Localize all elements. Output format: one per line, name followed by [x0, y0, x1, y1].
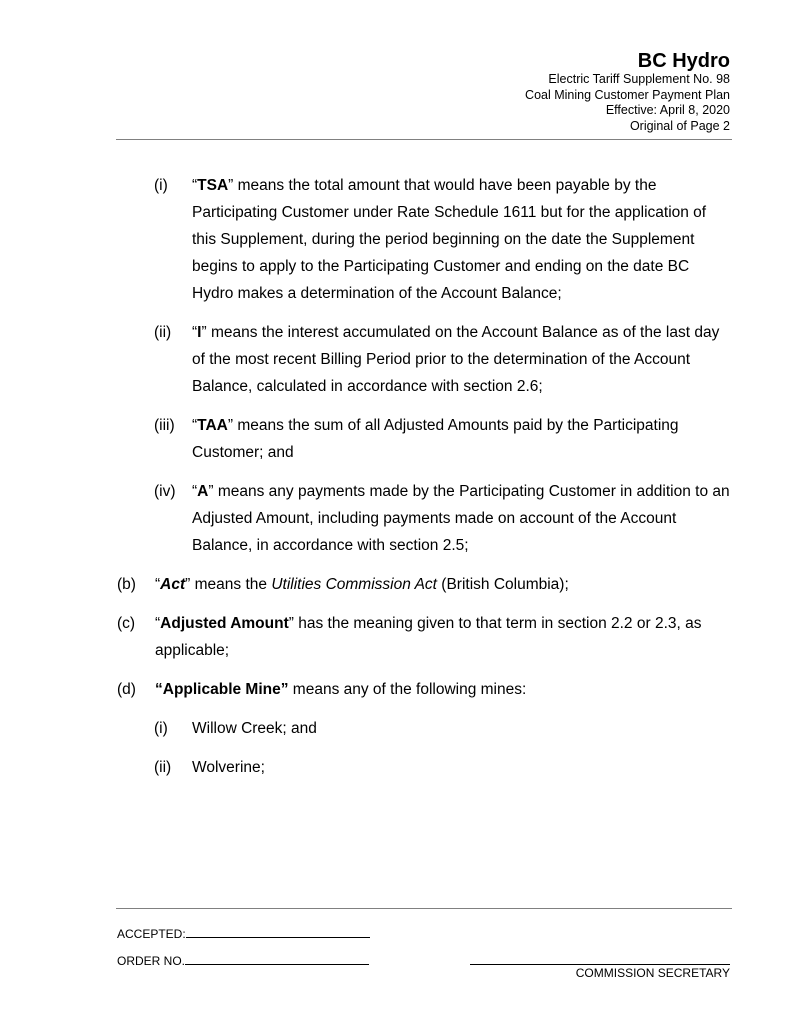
- page-header: [525, 50, 730, 134]
- footer-divider: [116, 908, 732, 909]
- definition-act: [0, 571, 800, 598]
- page-reference: Original of Page 2: [629, 118, 730, 133]
- item-text: “Act” means the Utilities Commission Act (British Columbia);: [155, 576, 569, 593]
- item-text: “TSA” means the total amount that would have been payable by the Participating Customer under Rate Schedule 1611 but for the application of this Supplement, during the period beginning on the date the Supplement begins to apply to the Participating Customer and ending on the date BC Hydro makes a determination of the Account Balance;: [192, 177, 707, 302]
- definition-tsa: [0, 172, 800, 307]
- item-text: “Adjusted Amount” has the meaning given to that term in section 2.2 or 2.3, as applicable;: [155, 615, 702, 659]
- item-number: (ii): [154, 759, 172, 776]
- definition-adjusted-amount: [0, 610, 800, 664]
- item-text: Wolverine;: [192, 759, 265, 776]
- accepted-label: ACCEPTED:: [117, 927, 186, 941]
- item-number: (b): [117, 576, 136, 593]
- order-number-blank: [185, 953, 369, 965]
- defined-term: TSA: [197, 177, 229, 194]
- defined-term: Adjusted Amount: [160, 615, 289, 632]
- item-number: (iii): [154, 417, 175, 434]
- document-body: [0, 172, 800, 793]
- header-divider: [116, 139, 732, 140]
- mine-willow-creek: [0, 715, 800, 742]
- item-text: Willow Creek; and: [192, 720, 317, 737]
- signature-caption: COMMISSION SECRETARY: [575, 966, 730, 980]
- statute-name: Utilities Commission Act: [271, 576, 437, 593]
- item-number: (i): [154, 177, 168, 194]
- defined-term: I: [197, 324, 202, 341]
- order-number-field: [117, 953, 369, 968]
- item-text: “I” means the interest accumulated on the Account Balance as of the last day of the most recent Billing Period prior to the determination of the Account Balance, calculated in accordance with section 2.6;: [192, 324, 720, 395]
- definition-i: [0, 319, 800, 400]
- item-number: (c): [117, 615, 136, 632]
- effective-date: Effective: April 8, 2020: [605, 103, 730, 117]
- defined-term: TAA: [197, 417, 228, 434]
- company-name: BC Hydro: [637, 50, 730, 72]
- definition-a: [0, 478, 800, 559]
- item-number: (d): [117, 681, 136, 698]
- definition-applicable-mine: [0, 676, 800, 703]
- item-text: “A” means any payments made by the Participating Customer in addition to an Adjusted Amount, including payments made on account of the Account Balance, in accordance with section 2.5;: [192, 483, 730, 554]
- accepted-blank: [186, 926, 370, 938]
- accepted-field: [117, 926, 370, 941]
- tariff-supplement-number: Electric Tariff Supplement No. 98: [548, 72, 730, 86]
- order-number-label: ORDER NO.: [117, 954, 186, 968]
- mine-wolverine: [0, 754, 800, 781]
- signature-line: [470, 964, 730, 965]
- plan-title: Coal Mining Customer Payment Plan: [525, 87, 730, 102]
- item-number: (i): [154, 720, 168, 737]
- item-text: “Applicable Mine” means any of the following mines:: [155, 681, 527, 698]
- item-number: (iv): [154, 483, 176, 500]
- defined-term: A: [197, 483, 209, 500]
- item-number: (ii): [154, 324, 172, 341]
- defined-term: Act: [160, 576, 186, 593]
- definition-taa: [0, 412, 800, 466]
- item-text: “TAA” means the sum of all Adjusted Amounts paid by the Participating Customer; and: [192, 417, 679, 461]
- defined-term: “Applicable Mine”: [155, 681, 289, 698]
